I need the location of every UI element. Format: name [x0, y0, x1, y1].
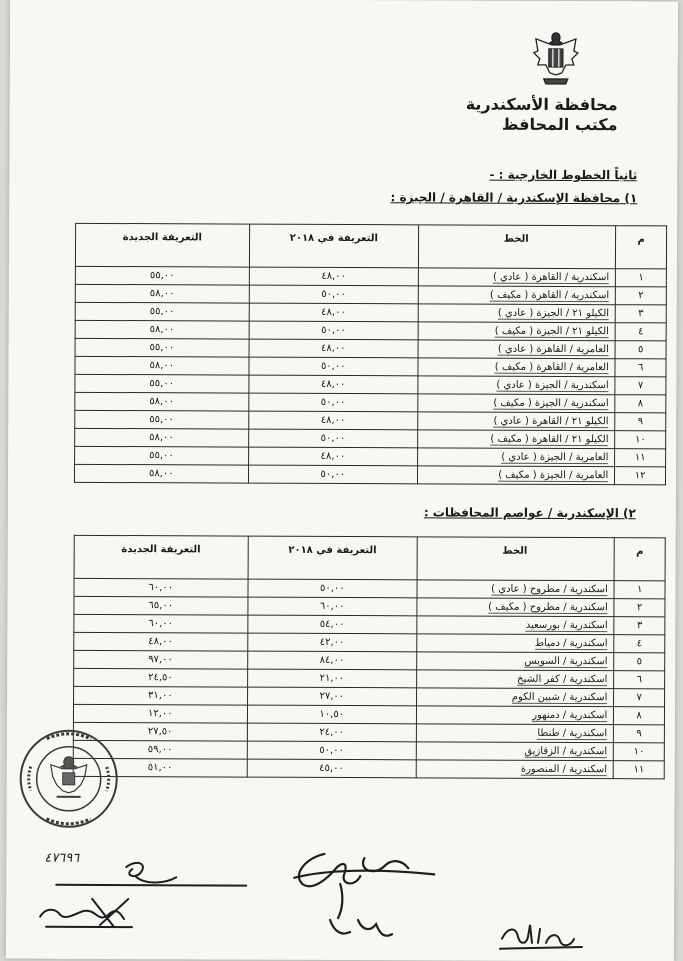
- row-fare-2018: ٢٤,٠٠: [247, 723, 416, 742]
- row-fare-2018: ٥٠,٠٠: [248, 429, 417, 448]
- row-line: [418, 430, 615, 449]
- header-fare-2018: التعريفة في ٢٠١٨: [248, 536, 417, 580]
- table2-body: [73, 578, 665, 779]
- header-index: م: [616, 226, 667, 269]
- line-name: العامرية / الجيزة ( عادي ): [501, 452, 608, 464]
- fares-table-governorate-capitals: [73, 535, 666, 780]
- row-new-fare: ٥١,٠٠: [73, 758, 247, 777]
- header-line: الخط: [417, 537, 615, 581]
- row-index: ٨: [615, 395, 666, 413]
- row-index: ٢: [616, 287, 667, 305]
- row-new-fare: ٩٧,٠٠: [74, 650, 248, 669]
- row-new-fare: ٦٠,٠٠: [74, 578, 248, 597]
- row-new-fare: ٢٤,٥٠: [74, 668, 248, 687]
- row-fare-2018: ٥٠,٠٠: [248, 579, 417, 598]
- row-new-fare: ١٢,٠٠: [73, 704, 247, 723]
- row-new-fare: ٥٨,٠٠: [75, 356, 249, 375]
- header-index: م: [614, 538, 665, 581]
- row-line: [416, 724, 613, 743]
- row-line: [418, 358, 615, 377]
- row-index: ٧: [614, 689, 665, 707]
- office-name: مكتب المحافظ: [418, 114, 618, 135]
- row-fare-2018: ٥٠,٠٠: [248, 465, 417, 484]
- row-index: ٨: [614, 707, 665, 725]
- row-fare-2018: ٢١,٠٠: [247, 669, 416, 688]
- row-line: [418, 268, 615, 287]
- line-name: اسكندرية / دمنهور: [532, 710, 607, 722]
- row-new-fare: ٥٨,٠٠: [75, 428, 249, 447]
- line-name: العامرية / القاهرة ( مكيف ): [495, 362, 609, 374]
- row-fare-2018: ٦٠,٠٠: [248, 597, 417, 616]
- line-name: اسكندرية / الجيزة ( عادي ): [496, 380, 608, 392]
- row-line: [416, 760, 613, 779]
- row-new-fare: ٥٨,٠٠: [75, 284, 249, 303]
- governorate-name: محافظة الأسكندرية: [418, 94, 618, 115]
- line-name: اسكندرية / المنصورة: [521, 764, 607, 776]
- header-fare-2018: التعريفة في ٢٠١٨: [249, 224, 418, 268]
- row-index: ٥: [614, 653, 665, 671]
- line-name: العامرية / الجيزة ( مكيف ): [498, 470, 608, 482]
- row-fare-2018: ٤٨,٠٠: [249, 339, 418, 358]
- row-index: ٩: [615, 413, 666, 431]
- row-line: [417, 670, 614, 689]
- table1-body: [74, 266, 666, 485]
- row-fare-2018: ١٠,٥٠: [247, 705, 416, 724]
- line-name: العامرية / القاهرة ( عادي ): [498, 344, 609, 356]
- line-name: اسكندرية / مطروح ( مكيف ): [488, 602, 608, 615]
- row-line: [418, 376, 615, 395]
- row-fare-2018: ٤٨,٠٠: [248, 411, 417, 430]
- row-line: [417, 580, 614, 599]
- row-fare-2018: ٤٨,٠٠: [249, 303, 418, 322]
- handwritten-reference-number: ٤٧٦٩٦: [44, 851, 124, 866]
- row-new-fare: ٥٨,٠٠: [74, 464, 248, 483]
- line-name: اسكندرية / الزقازيق: [524, 746, 607, 758]
- row-new-fare: ٥٥,٠٠: [75, 302, 249, 321]
- row-index: ٦: [615, 359, 666, 377]
- row-new-fare: ٦٥,٠٠: [74, 596, 248, 615]
- row-fare-2018: ٥٠,٠٠: [249, 321, 418, 340]
- line-name: الكيلو ٢١ / القاهرة ( مكيف ): [490, 434, 608, 447]
- table-header-row: [74, 535, 665, 581]
- row-new-fare: ٢٧,٥٠: [73, 722, 247, 741]
- row-line: [416, 688, 613, 707]
- row-fare-2018: ٤٨,٠٠: [248, 447, 417, 466]
- row-line: [417, 466, 614, 485]
- row-index: ٢: [614, 599, 665, 617]
- row-line: [417, 598, 614, 617]
- row-fare-2018: ٤٨,٠٠: [249, 375, 418, 394]
- handwritten-signature-left: [36, 855, 266, 936]
- table-header-row: [75, 223, 666, 269]
- row-line: [418, 448, 615, 467]
- fares-table-cairo-giza: [74, 223, 667, 486]
- row-new-fare: ٥٥,٠٠: [75, 374, 249, 393]
- row-index: ٩: [614, 725, 665, 743]
- row-line: [418, 322, 615, 341]
- row-index: ١: [614, 581, 665, 599]
- header-new-fare: التعريفة الجديدة: [74, 535, 248, 579]
- row-fare-2018: ٥٤,٠٠: [247, 615, 416, 634]
- row-fare-2018: ٤٨,٠٠: [249, 267, 418, 286]
- row-fare-2018: ٥٠,٠٠: [249, 285, 418, 304]
- row-fare-2018: ٥٠,٠٠: [248, 393, 417, 412]
- row-line: [417, 634, 614, 653]
- document-page: [6, 0, 678, 961]
- line-name: اسكندرية / السويس: [524, 656, 607, 668]
- line-name: اسكندرية / القاهرة ( عادي ): [493, 272, 609, 285]
- line-name: اسكندرية / كفر الشيخ: [517, 674, 607, 686]
- row-line: [418, 286, 615, 305]
- line-name: اسكندرية / طنطا: [537, 728, 607, 740]
- row-line: [416, 742, 613, 761]
- handwritten-signature-right: [498, 919, 588, 955]
- table2-subtitle: ٢) الإسكندرية / عواصم المحافظات :: [316, 505, 636, 520]
- row-fare-2018: ٤٥,٠٠: [247, 759, 416, 778]
- row-new-fare: ٥٥,٠٠: [75, 338, 249, 357]
- line-name: اسكندرية / دمياط: [535, 638, 608, 650]
- line-name: اسكندرية / بورسعيد: [526, 620, 608, 632]
- row-fare-2018: ٢٧,٠٠: [247, 687, 416, 706]
- row-fare-2018: ٨٤,٠٠: [247, 651, 416, 670]
- line-name: الكيلو ٢١ / الجيزة ( عادي ): [498, 308, 609, 320]
- table-row: [73, 758, 664, 779]
- row-new-fare: ٣١,٠٠: [74, 686, 248, 705]
- row-index: ١١: [614, 761, 665, 779]
- row-new-fare: ٥٥,٠٠: [75, 446, 249, 465]
- row-new-fare: ٦٠,٠٠: [74, 614, 248, 633]
- line-name: اسكندرية / القاهرة ( مكيف ): [490, 290, 609, 303]
- line-name: اسكندرية / مطروح ( عادي ): [491, 584, 608, 597]
- row-line: [418, 394, 615, 413]
- row-new-fare: ٥٩,٠٠: [73, 740, 247, 759]
- row-index: ٤: [614, 635, 665, 653]
- line-name: اسكندرية / شبين الكوم: [512, 692, 608, 704]
- row-line: [416, 706, 613, 725]
- row-fare-2018: ٥٠,٠٠: [249, 357, 418, 376]
- eagle-emblem-icon: [532, 29, 580, 91]
- header-line: الخط: [418, 225, 616, 269]
- row-line: [418, 412, 615, 431]
- table1-subtitle: ١) محافظة الإسكندرية / القاهرة / الجيزة :: [317, 190, 637, 205]
- table-row: [74, 464, 665, 485]
- line-name: اسكندرية / الجيزة ( مكيف ): [493, 398, 608, 411]
- row-new-fare: ٥٨,٠٠: [75, 392, 249, 411]
- row-index: ٧: [615, 377, 666, 395]
- row-new-fare: ٥٥,٠٠: [75, 266, 249, 285]
- row-fare-2018: ٤٢,٠٠: [247, 633, 416, 652]
- section-title: ثانياً الخطوط الخارجية : -: [337, 167, 637, 182]
- row-index: ١١: [615, 449, 666, 467]
- row-line: [418, 304, 615, 323]
- row-index: ٤: [615, 323, 666, 341]
- row-fare-2018: ٥٠,٠٠: [247, 741, 416, 760]
- row-index: ٣: [614, 617, 665, 635]
- row-new-fare: ٥٥,٠٠: [75, 410, 249, 429]
- row-index: ١٢: [615, 467, 666, 485]
- line-name: الكيلو ٢١ / القاهرة ( عادي ): [493, 416, 608, 429]
- row-index: ٦: [614, 671, 665, 689]
- row-line: [417, 616, 614, 635]
- row-index: ١٠: [614, 743, 665, 761]
- row-new-fare: ٥٨,٠٠: [75, 320, 249, 339]
- header-new-fare: التعريفة الجديدة: [75, 223, 249, 267]
- handwritten-signature-center: [284, 848, 444, 949]
- row-index: ١٠: [615, 431, 666, 449]
- row-line: [417, 652, 614, 671]
- row-line: [418, 340, 615, 359]
- row-index: ١: [616, 269, 667, 287]
- row-index: ٣: [616, 305, 667, 323]
- row-new-fare: ٤٨,٠٠: [74, 632, 248, 651]
- line-name: الكيلو ٢١ / الجيزة ( مكيف ): [495, 326, 609, 338]
- official-seal-stamp: [16, 727, 120, 831]
- row-index: ٥: [615, 341, 666, 359]
